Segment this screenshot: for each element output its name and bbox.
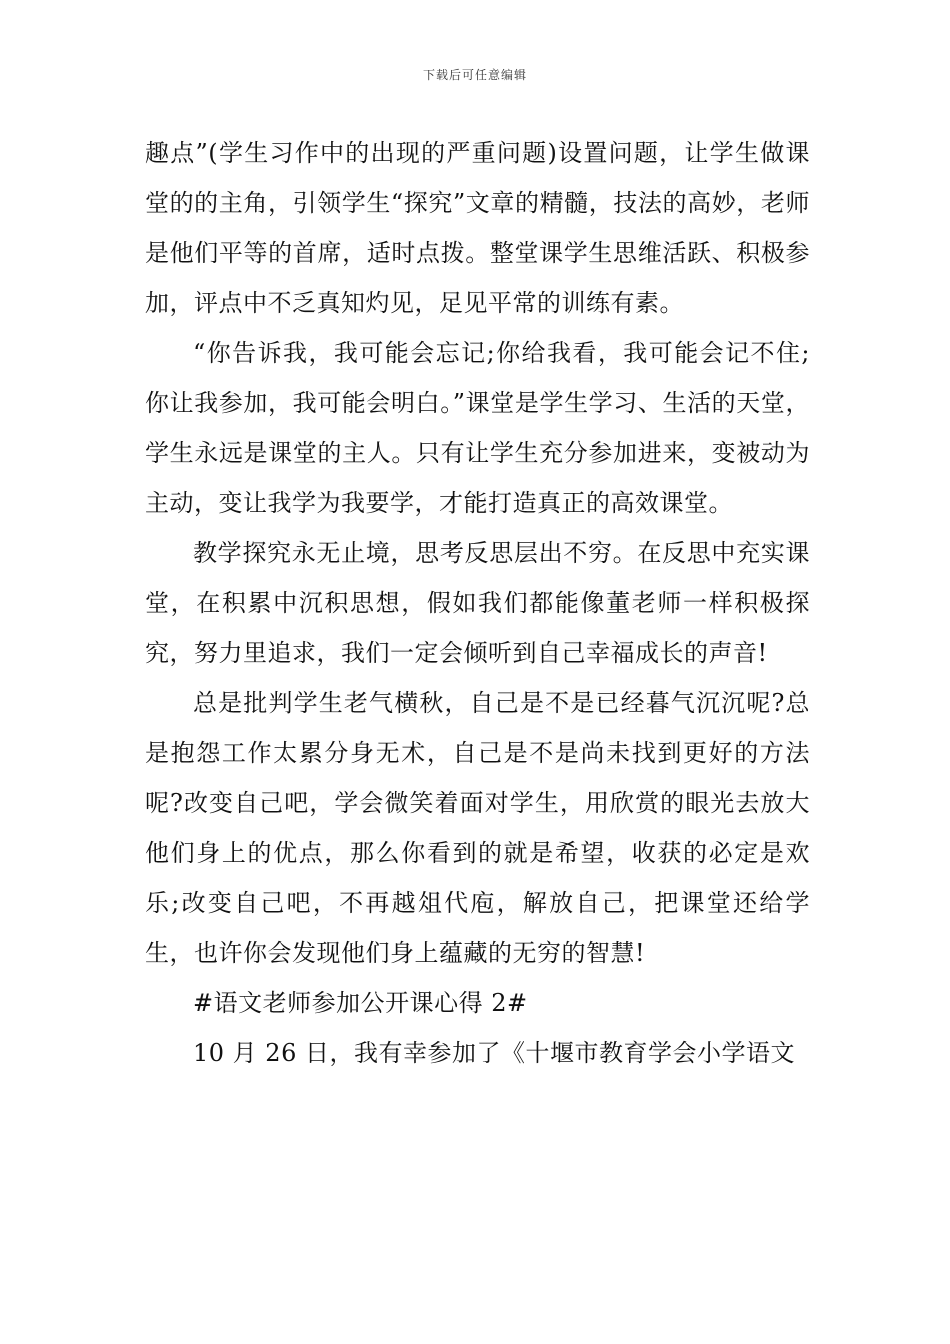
paragraph-2: “你告诉我，我可能会忘记;你给我看，我可能会记不住;你让我参加，我可能会明白。”课堂是学生学习、生活的天堂，学生永远是课堂的主人。只有让学生充分参加进来，变被动为主动，变让我学为我要学，才能打造真正的高效课堂。 [145, 339, 810, 517]
paragraph-4: 总是批判学生老气横秋，自己是不是已经暮气沉沉呢?总是抱怨工作太累分身无术，自己是不是尚未找到更好的方法呢?改变自己吧，学会微笑着面对学生，用欣赏的眼光去放大他们身上的优点，那么你看到的就是希望，收获的必定是欢乐;改变自己吧，不再越俎代庖，解放自己，把课堂还给学生，也许你会发现他们身上蕴藏的无穷的智慧! [145, 689, 810, 967]
section-heading: #语文老师参加公开课心得 2# [193, 989, 528, 1017]
paragraph-5: 10 月 26 日，我有幸参加了《十堰市教育学会小学语文 [193, 1039, 795, 1067]
document-body [145, 128, 810, 1078]
paragraph-1: 趣点”(学生习作中的出现的严重问题)设置问题，让学生做课堂的的主角，引领学生“探究”文章的精髓，技法的高妙，老师是他们平等的首席，适时点拨。整堂课学生思维活跃、积极参加，评点中不乏真知灼见，足见平常的训练有素。 [145, 139, 810, 317]
paragraph-3: 教学探究永无止境，思考反思层出不穷。在反思中充实课堂，在积累中沉积思想，假如我们都能像董老师一样积极探究，努力里追求，我们一定会倾听到自己幸福成长的声音! [145, 539, 810, 667]
page-header: 下载后可任意编辑 [422, 68, 527, 82]
